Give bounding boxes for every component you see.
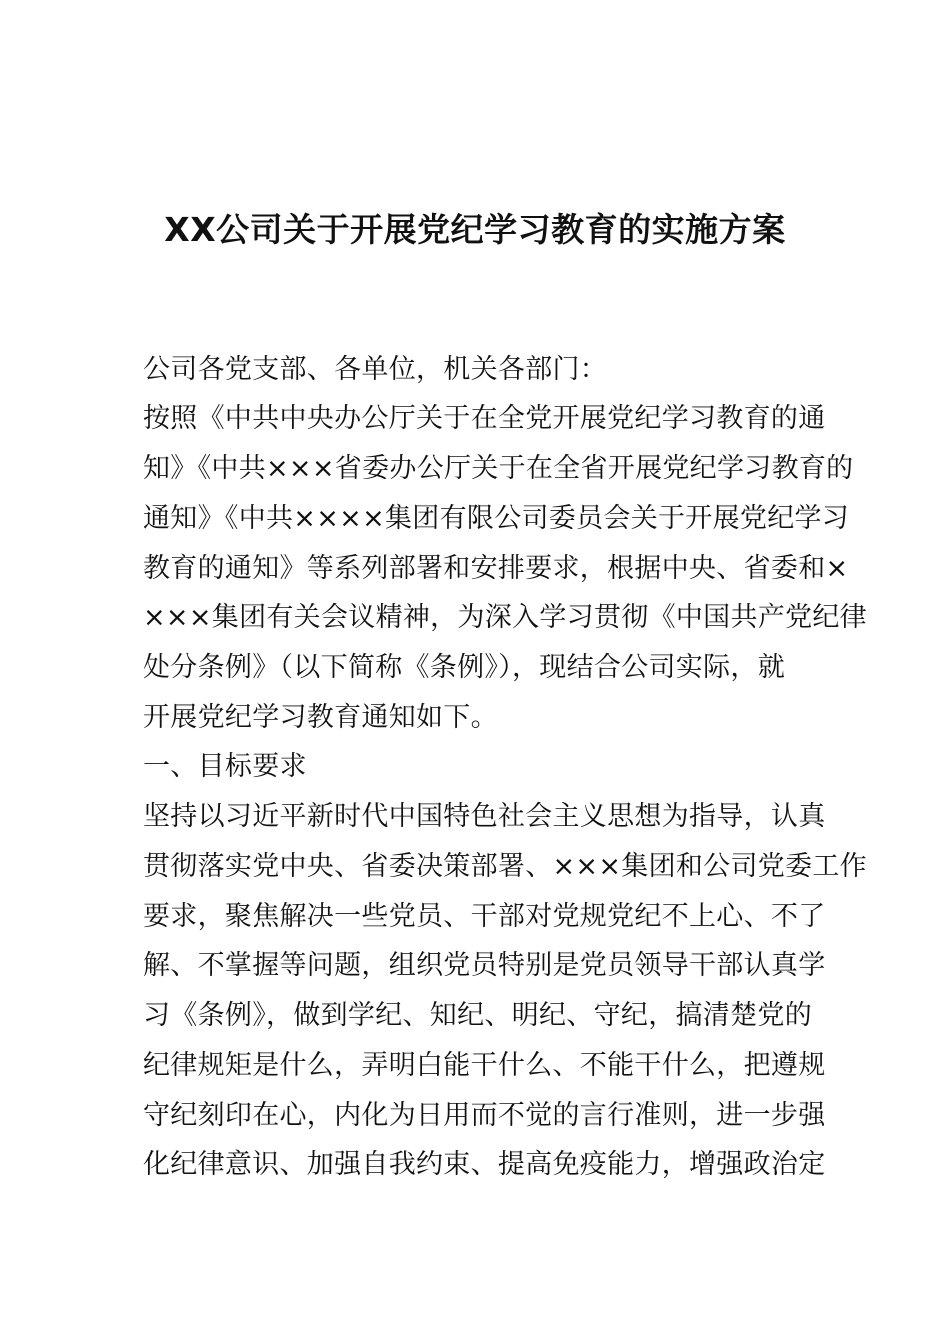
body-line: 守纪刻印在心，内化为日用而不觉的言行准则，进一步强 bbox=[143, 1100, 826, 1131]
body-line: 教育的通知》等系列部署和安排要求，根据中央、省委和× bbox=[143, 553, 849, 584]
body-line: 纪律规矩是什么，弄明白能干什么、不能干什么，把遵规 bbox=[143, 1050, 826, 1081]
body-line: ×××集团有关会议精神，为深入学习贯彻《中国共产党纪律 bbox=[143, 602, 867, 633]
body-line: 知》《中共×××省委办公厅关于在全省开展党纪学习教育的 bbox=[143, 453, 854, 484]
salutation-line: 公司各党支部、各单位，机关各部门： bbox=[143, 354, 608, 385]
body-line: 处分条例》（以下简称《条例》），现结合公司实际，就 bbox=[143, 652, 785, 683]
body-line: 通知》《中共××××集团有限公司委员会关于开展党纪学习 bbox=[143, 503, 850, 534]
section-heading: 一、目标要求 bbox=[143, 751, 307, 782]
body-line: 开展党纪学习教育通知如下。 bbox=[143, 702, 498, 733]
body-line: 贯彻落实党中央、省委决策部署、×××集团和公司党委工作 bbox=[143, 851, 867, 882]
body-line: 化纪律意识、加强自我约束、提高免疫能力，增强政治定 bbox=[143, 1149, 826, 1180]
body-line: 解、不掌握等问题，组织党员特别是党员领导干部认真学 bbox=[143, 950, 826, 981]
body-line: 按照《中共中央办公厅关于在全党开展党纪学习教育的通 bbox=[143, 403, 826, 434]
body-line: 坚持以习近平新时代中国特色社会主义思想为指导，认真 bbox=[143, 801, 826, 832]
body-line: 要求，聚焦解决一些党员、干部对党规党纪不上心、不了 bbox=[143, 901, 826, 932]
document-title: XX公司关于开展党纪学习教育的实施方案 bbox=[164, 210, 786, 249]
body-line: 习《条例》，做到学纪、知纪、明纪、守纪，搞清楚党的 bbox=[143, 1000, 812, 1031]
